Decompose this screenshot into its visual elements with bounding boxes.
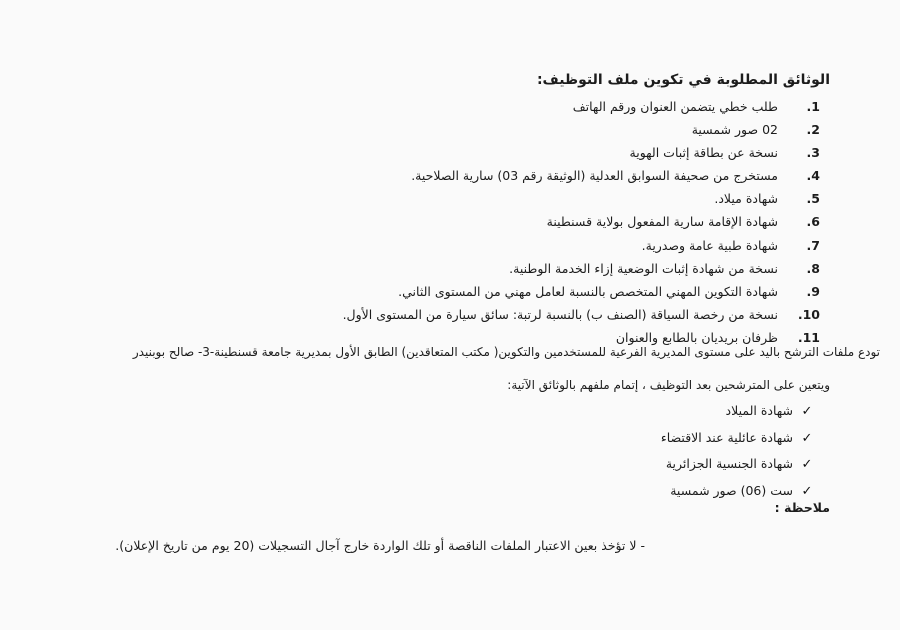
item-text: شهادة ميلاد. bbox=[714, 191, 778, 207]
item-text: شهادة الجنسية الجزائرية bbox=[665, 456, 793, 471]
item-text: شهادة الإقامة سارية المفعول بولاية قسنطينة bbox=[546, 214, 778, 230]
required-documents-list bbox=[320, 95, 820, 349]
item-text: طلب خطي يتضمن العنوان ورقم الهاتف bbox=[572, 99, 778, 114]
list-item bbox=[415, 451, 815, 478]
checkmark-icon: ✓ bbox=[801, 430, 813, 446]
item-text: نسخة عن بطاقة إثبات الهوية bbox=[629, 145, 778, 161]
item-number: 8. bbox=[806, 260, 820, 276]
checkmark-icon: ✓ bbox=[801, 483, 813, 499]
item-text: 02 صور شمسية bbox=[691, 122, 778, 138]
deposit-instructions: تودع ملفات الترشح باليد على مستوى المديرية الفرعية للمستخدمين والتكوين( مكتب المتعاقدين) الطابق الأول بمديرية جامعة قسنطينة-3- صالح بوبنيدر bbox=[132, 345, 880, 359]
checkmark-icon: ✓ bbox=[801, 457, 813, 472]
list-item bbox=[415, 478, 815, 505]
list-item bbox=[320, 303, 820, 326]
item-text: ست (06) صور شمسية bbox=[670, 482, 793, 498]
list-item bbox=[415, 398, 815, 425]
note-text: - لا تؤخذ بعين الاعتبار الملفات الناقصة أو تلك الواردة خارج آجال التسجيلات (20 يوم من تاريخ الإعلان). bbox=[115, 538, 645, 553]
after-hiring-intro: ويتعين على المترشحين بعد التوظيف ، إتمام ملفهم بالوثائق الآتية: bbox=[507, 378, 830, 392]
item-number: 1. bbox=[806, 99, 820, 114]
item-number: 2. bbox=[806, 122, 820, 138]
item-text: ظرفان بريديان بالطابع والعنوان bbox=[615, 329, 778, 345]
item-text: شهادة طبية عامة وصدرية. bbox=[641, 237, 778, 253]
item-number: 11. bbox=[797, 329, 820, 345]
list-item bbox=[320, 257, 820, 280]
item-text: شهادة عائلية عند الاقتضاء bbox=[660, 429, 793, 445]
page-title: الوثائق المطلوبة في تكوين ملف التوظيف: bbox=[536, 72, 830, 88]
checkmark-icon: ✓ bbox=[801, 404, 813, 419]
item-number: 6. bbox=[806, 214, 820, 230]
list-item bbox=[320, 280, 820, 303]
list-item bbox=[320, 164, 820, 187]
item-text: مستخرج من صحيفة السوابق العدلية (الوثيقة رقم 03) سارية الصلاحية. bbox=[411, 168, 778, 184]
list-item bbox=[320, 95, 820, 118]
item-text: شهادة التكوين المهني المتخصص بالنسبة لعامل مهني من المستوى الثاني. bbox=[398, 283, 778, 299]
list-item bbox=[415, 425, 815, 452]
item-text: نسخة من رخصة السياقة (الصنف ب) بالنسبة لرتبة: سائق سيارة من المستوى الأول. bbox=[342, 306, 778, 322]
list-item bbox=[320, 141, 820, 164]
list-item bbox=[320, 118, 820, 141]
item-number: 4. bbox=[806, 168, 820, 184]
item-text: شهادة الميلاد bbox=[725, 403, 793, 418]
item-number: 5. bbox=[806, 191, 820, 207]
item-number: 7. bbox=[806, 237, 820, 253]
after-hiring-documents-list bbox=[415, 398, 815, 504]
item-number: 10. bbox=[797, 306, 820, 322]
list-item bbox=[320, 187, 820, 210]
item-number: 9. bbox=[806, 283, 820, 299]
note-label: ملاحظة : bbox=[774, 500, 830, 515]
item-text: نسخة من شهادة إثبات الوضعية إزاء الخدمة الوطنية. bbox=[509, 260, 778, 276]
list-item bbox=[320, 210, 820, 233]
list-item bbox=[320, 234, 820, 257]
item-number: 3. bbox=[806, 145, 820, 161]
